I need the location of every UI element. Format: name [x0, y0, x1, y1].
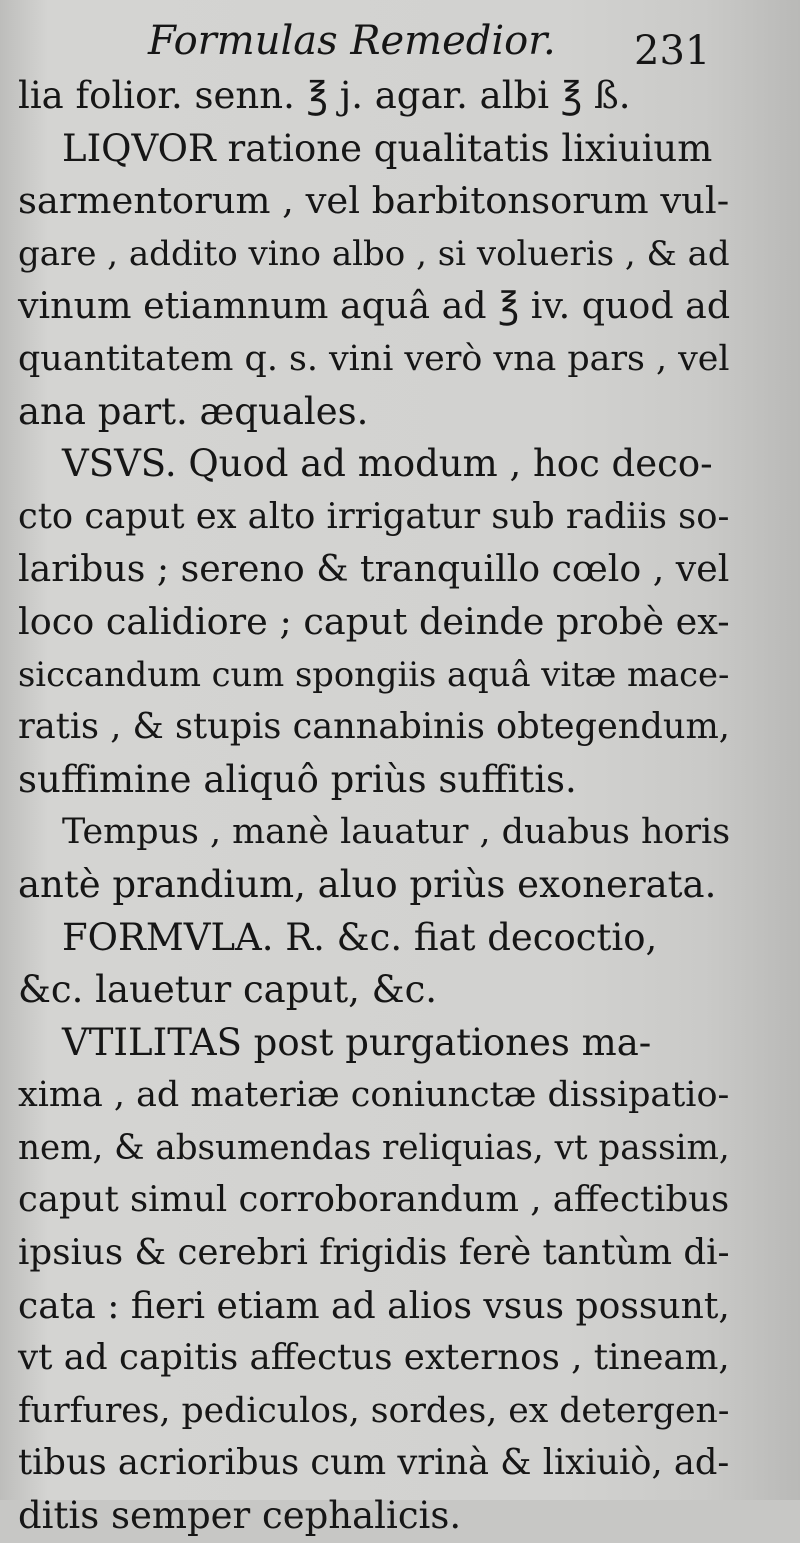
text-line: &c. lauetur caput, &c. — [18, 968, 438, 1012]
text-line: cata : fieri etiam ad alios vsus possunt, — [18, 1284, 730, 1327]
running-title: Formulas Remedior. — [148, 18, 556, 64]
text-line: tibus acrioribus cum vrinà & lixiuiò, ad- — [18, 1442, 730, 1484]
text-line: ipsius & cerebri frigidis ferè tantùm di- — [18, 1232, 730, 1274]
text-line: Tempus , manè lauatur , duabus horis — [62, 812, 731, 853]
text-line: laribus ; sereno & tranquillo cœlo , vel — [18, 547, 730, 591]
text-line: ana part. æquales. — [18, 389, 369, 433]
text-line: antè prandium, aluo priùs exonerata. — [18, 862, 717, 906]
text-line: VTILITAS post purgationes ma- — [62, 1020, 652, 1064]
text-line: quantitatem q. s. vini verò vna pars , vel — [18, 338, 730, 379]
text-line: gare , addito vino albo , si volueris , & ad — [18, 233, 730, 274]
page-header — [0, 10, 800, 72]
text-line: ratis , & stupis cannabinis obtegendum, — [18, 706, 730, 748]
text-line: ditis semper cephalicis. — [18, 1494, 462, 1538]
text-line: vinum etiamnum aquâ ad ℥ iv. quod ad — [18, 284, 731, 328]
text-line: caput simul corroborandum , affectibus — [18, 1179, 730, 1221]
page-number: 231 — [634, 28, 711, 74]
body-text — [18, 70, 730, 1543]
text-line: LIQVOR ratione qualitatis lixiuium — [62, 126, 713, 170]
text-line: loco calidiore ; caput deinde probè ex- — [18, 599, 730, 643]
text-line: xima , ad materiæ coniunctæ dissipatio- — [18, 1075, 730, 1116]
text-line: furfures, pediculos, sordes, ex detergen- — [18, 1390, 730, 1431]
text-line: nem, & absumendas reliquias, vt passim, — [18, 1127, 730, 1168]
text-line: siccandum cum spongiis aquâ vitæ mace- — [18, 654, 730, 694]
text-line: VSVS. Quod ad modum , hoc deco- — [62, 442, 713, 486]
text-line: FORMVLA. R. &c. fiat decoctio, — [62, 915, 658, 959]
text-line: cto caput ex alto irrigatur sub radiis so- — [18, 495, 730, 537]
text-line: lia folior. senn. ℥ j. agar. albi ℥ ß. — [18, 74, 631, 117]
text-line: suffimine aliquô priùs suffitis. — [18, 757, 577, 801]
text-line: vt ad capitis affectus externos , tineam, — [18, 1337, 730, 1379]
text-line: sarmentorum , vel barbitonsorum vul- — [18, 179, 730, 223]
